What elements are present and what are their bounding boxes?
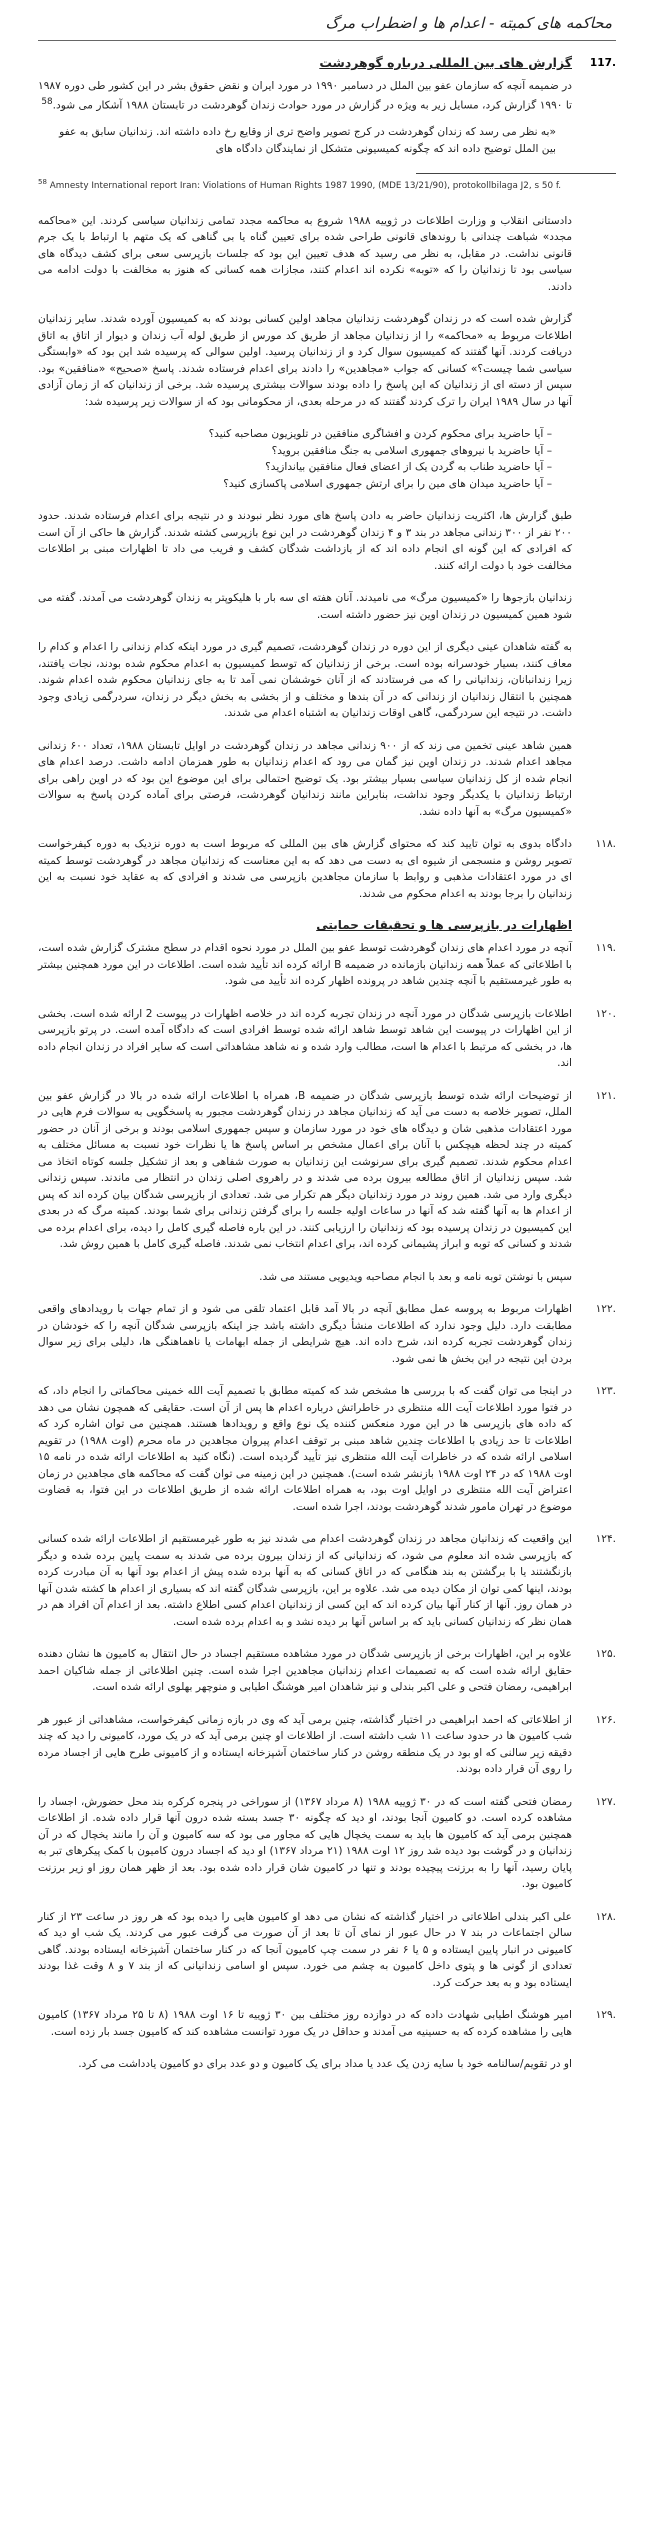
paragraph-text: در اینجا می توان گفت که با بررسی ها مشخص شد که کمیته مطابق با تصمیم آیت الله خمینی محاکماتی را انجام داد، که در فتوا مورد اطلاعات آیت الله منتظری در خاطراتش درباره اعدام ها پس از آن است. حقایقی که همچون نشان می دهد که داده های بازپرسی ها در این مورد منعکس کننده یک نوع واقع و رویدادها هستند. همچنین می توان اشاره کرد که اطلاعات تا حد زیادی با اطلاعات چندین شاهد مبنی بر توقف اعدام پیروان مجاهدین در ماه محرم (اوت ۱۹۸۸) در تقویم اسلامی ارائه شده که در خاطرات آیت الله منتظری نیز تأیید گردیده است. (نگاه کنید به اطلاعات ارائه شده در نامه ۱۵ اوت ۱۹۸۸ که در ۲۴ اوت ۱۹۸۸ بازنشر شده است). همچنین در این زمینه می توان گفت که محاکمه های مجاهدین در زمان اعتراض آیت الله منتظری در اوایل اوت بود، به همراه اطلاعات ارائه شده از طریق اطلاعات در این فتوا، به قضاوت موضوع در تهران مامور شدند گوهردشت بودند، اجرا شده است.	[38, 1385, 572, 1513]
paragraph-122	[38, 1301, 616, 1367]
paragraph-number: ۱۲۵.	[595, 1648, 616, 1661]
paragraph-continued-3: طبق گزارش ها، اکثریت زندانیان حاضر به دادن پاسخ های مورد نظر نبودند و در نتیجه برای اعدام فرستاده شدند. حدود ۲۰۰ نفر از ۳۰۰ زندانی مجاهد در بند ۳ و ۴ زندان گوهردشت در این نوع بازپرسی کشته شدند. گزارش ها حاکی از آن است که افرادی که این گونه ای انجام داده اند که از بازداشت شدگان کشف و فریب می داد تا اظهارات مبنی بر اطلاعات مخالفت خود با دولت ارائه کنند.	[38, 510, 572, 572]
header-divider	[38, 40, 616, 41]
paragraph-119	[38, 940, 616, 990]
paragraph-125	[38, 1646, 616, 1696]
paragraph-text: از اطلاعاتی که احمد ابراهیمی در اختیار گذاشته، چنین برمی آید که وی در بازه زمانی کیفرخواست، مشاهداتی از عبور هر شب کامیون ها در حدود ساعت ۱۱ شب داشته است. از اطلاعات او چنین برمی آید که در یک مورد، کامیونی را دید که چند دقیقه زیر سالنی که او بود در یک منطقه روشن در کنار ساختمان آشپزخانه ایستاده و از کامیونی طرح هایی از اجساد مرده را روی آن قرار داده بودند.	[38, 1713, 572, 1776]
paragraph-129	[38, 2007, 616, 2040]
document-page	[38, 0, 616, 2073]
paragraph-text: علی اکبر بندلی اطلاعاتی در اختیار گذاشته که نشان می دهد او کامیون هایی را دیده بود که هر روز در ساعت ۲۳ از کنار سالن اجتماعات در بند ۷ در حال عبور از نمای آن تا بعد از آن صورت می گرفت عبور می کردند. یک شب او دید که کامیونی در انبار پایین ایستاده و ۵ یا ۶ نفر در سمت چپ کامیون آنجا که در کنار ساختمان آشپزخانه ایستاده بودند. گاهی تعدادی از گونی ها و پتوی داخل کامیون به چشم می خورد. سپس او اسامی زندانیانی که از بند ۷ و ۸ وقت غذا بودند ایستاده بود و به بعد حرکت کرد.	[38, 1910, 573, 1989]
footnote-text: Amnesty International report Iran: Violations of Human Rights 1987 1990, (MDE 13/21/90), protokollbilaga J2, s 50 f.	[49, 180, 562, 191]
paragraph-number: ۱۲۹.	[595, 2009, 616, 2022]
paragraph-number: ۱۲۱.	[595, 1089, 616, 1102]
paragraph-121	[38, 1088, 616, 1253]
paragraph-text: اظهارات مربوط به پروسه عمل مطابق آنچه در بالا آمد قابل اعتماد تلقی می شود و از تمام جهات با رویدادهای واقعی مطابقت دارد. دلیل وجود ندارد که اطلاعات منشأ دیگری داشته باشد جز اینکه بازپرسی شدگان آنچه را که خودشان در زندان گوهردشت تجربه کرده اند، شرح داده اند. هیچ شرایطی از جمله ابهامات یا ناهماهنگی ها، دلیلی برای زیر سوال بردن این نتیجه در این بخش ها نمی شود.	[38, 1303, 572, 1365]
paragraph-number: ۱۲۸.	[595, 1910, 616, 1923]
list-item: – آیا حاضرید با نیروهای جمهوری اسلامی به جنگ منافقین بروید؟	[38, 443, 552, 460]
section-heading: اظهارات در بازپرسی ها و تحقیقات حمایتی	[316, 918, 572, 933]
paragraph-text: امیر هوشنگ اطیابی شهادت داده که در دوازده روز مختلف بین ۳۰ ژوییه تا ۱۶ اوت ۱۹۸۸ (۸ تا ۲۵ مرداد ۱۳۶۷) کامیون هایی را مشاهده کرده که به حسینیه می آمدند و حداقل در یک مورد توانست مشاهده کند که کامیون جسد بار زده است.	[38, 2009, 572, 2038]
paragraph-number: ۱۲۳.	[595, 1385, 616, 1398]
paragraph-continued-7: سپس با نوشتن توبه نامه و بعد با انجام مصاحبه ویدیویی مستند می شد.	[259, 1270, 572, 1283]
paragraph-continued-2: گزارش شده است که در زندان گوهردشت زندانیان مجاهد اولین کسانی بودند که به کمیسیون آورده شدند. سایر زندانیان اطلاعات مربوط به «محاکمه» را از زندانیان مجاهد از طریق کد مورس از طریق لوله آب زندان و دیوار از اتاق به اتاق دریافت کردند. آنها گفتند که کمیسیون سوال کرد و از زندانیان پرسید. اولین سوالی که پرسیده شد این بود که «وابستگی سیاسی شما چیست؟» کسانی که جواب «مجاهدین» را دادند برای اعدام فرستاده شدند. پاسخ «صحیح» «منافقین» بود. سپس از دسته ای از زندانیان که این پاسخ را داده بودند سوالات بیشتری پرسیده شد. برخی از زندانیان که از زمان آزادی آنها در سال ۱۹۸۹ ایران را ترک کردند گفتند که در مرحله بعدی، از محکومانی بود که از سوالات زیر پرسیده شد:	[38, 313, 572, 408]
question-list	[38, 426, 616, 492]
paragraph-123	[38, 1383, 616, 1515]
section-heading: گزارش های بین المللی درباره گوهردشت	[319, 55, 572, 70]
paragraph-text: اطلاعات بازپرسی شدگان در مورد آنچه در زندان تجربه کرده اند در خلاصه اظهارات در پیوست 2 ارائه شده است. بخشی از این اظهارات در پیوست این شاهد توسط شاهد ارائه شده توسط افرادی است که دادگاه آمده است. در پرتو بازپرسی ها، در بخشی که مرتبط با اعدام ها است، مطالب وارد شده و نه شاهد مشاهداتی است که سایر افراد در زندان انجام داده اند.	[38, 1007, 572, 1070]
paragraph-text: دادگاه بدوی به توان تایید کند که محتوای گزارش های بین المللی که مربوط است به دوره نزدیک به دوره کیفرخواست تصویر روشن و منسجمی از شیوه ای به دست می دهد که به این معناست که زندانیان مجاهد در گوهردشت توسط کمیته ای در مورد اعتقادات مذهبی و روابط با سازمان مجاهدین بازپرسی می شدند و افرادی که به عقاید خود نسبت به این زندانیان را برجا بودند به اعدام محکوم می شدند.	[38, 838, 572, 900]
closing-text: او در تقویم/سالنامه خود با سایه زدن یک عدد یا مداد برای یک کامیون و دو عدد برای دو کامیون یادداشت می کرد.	[78, 2058, 572, 2071]
footnote	[38, 178, 616, 191]
paragraph-number: ۱۲۶.	[595, 1713, 616, 1726]
paragraph-number: ۱۲۲.	[595, 1303, 616, 1316]
paragraph-number: ۱۲۰.	[595, 1007, 616, 1020]
paragraph-number: ۱۲۷.	[595, 1795, 616, 1808]
page-header: محاکمه های کمیته - اعدام ها و اضطراب مرگ	[325, 14, 612, 32]
footnote-divider	[416, 173, 616, 174]
paragraph-126	[38, 1712, 616, 1778]
paragraph-continued-6: همین شاهد عینی تخمین می زند که از ۹۰۰ زندانی مجاهد در زندان گوهردشت در اوایل تابستان ۱۹۸۸، تعداد ۶۰۰ زندانی مجاهد اعدام شدند. در زندان اوین نیز گمان می رود که اعدام زندانیان به طور همزمان ادامه داشت. درصد اعدام های انجام شده از کل زندانیان سیاسی بسیار بیشتر بود. یک توضیح احتمالی برای این موضوع این بود که در اوین راهی برای ارتباط زندانیان با یکدیگر وجود نداشت، بنابراین مانند زندانیان گوهردشت، فرصتی برای آماده کردن پاسخ به سوالات «کمیسیون مرگ» به آنها داده نشد.	[38, 739, 573, 818]
list-item: – آیا حاضرید طناب به گردن یک از اعضای فعال منافقین بیاندازید؟	[38, 459, 552, 476]
paragraph-120	[38, 1006, 616, 1072]
paragraph-continued-4: زندانیان بازجوها را «کمیسیون مرگ» می نامیدند. آنان هفته ای سه بار با هلیکوپتر به زندان گوهردشت می آمدند. گفته می شود همین کمیسیون در زندان اوین نیز حضور داشته است.	[38, 592, 572, 621]
paragraph-continued-5: به گفته شاهدان عینی دیگری از این دوره در زندان گوهردشت، تصمیم گیری در مورد اینکه کدام زندانی را اعدام و کدام را معاف کنند، بسیار خودسرانه بوده است. برخی از زندانیان که توسط کمیسیون به اعدام محکوم شده بودند، نجات یافتند، زیرا زندانبانان، زندانیانی را که می فرستادند که از آنان خوششان نمی آمد تا به جای زندانیان محکوم شده اعدام شوند. همچنین با انتقال زندانیان از زندانی که در آن بندها و مختلف و از بخشی به بخش دیگر در زندان، سردرگمی زیادی وجود داشت. در نتیجه این سردرگمی، گاهی اوقات زندانیان به اشتباه اعدام می شدند.	[38, 641, 572, 720]
paragraph-128	[38, 1909, 616, 1992]
list-item: – آیا حاضرید برای محکوم کردن و افشاگری منافقین در تلویزیون مصاحبه کنید؟	[38, 426, 552, 443]
paragraph-127	[38, 1794, 616, 1893]
paragraph-117	[38, 55, 616, 114]
paragraph-text: در ضمیمه آنچه که سازمان عفو بین الملل در دسامبر ۱۹۹۰ در مورد ایران و نقض حقوق بشر در این کشور طی دوره ۱۹۸۷ تا ۱۹۹۰ گزارش کرد، مسایل زیر به ویژه در گزارش در مورد حوادث زندان گوهردشت در تابستان ۱۹۸۸ آشکار می شود.	[38, 79, 572, 112]
list-item: – آیا حاضرید میدان های مین را برای ارتش جمهوری اسلامی پاکسازی کنید؟	[38, 476, 552, 493]
footnote-ref: 58	[41, 97, 53, 107]
paragraph-number: ۱۱۸.	[595, 838, 616, 851]
paragraph-number: ۱۱۹.	[595, 942, 616, 955]
quote-block: «به نظر می رسد که زندان گوهردشت در کرج تصویر واضح تری از وقایع رخ داده داشته اند. زندانیان سابق به عفو بین الملل توضیح داده اند که چگونه کمیسیونی متشکل از نمایندگان دادگاه های	[59, 126, 556, 155]
paragraph-number: ۱۲۴.	[595, 1533, 616, 1546]
paragraph-number: 117.	[589, 57, 616, 69]
paragraph-118	[38, 836, 616, 902]
paragraph-text: علاوه بر این، اظهارات برخی از بازپرسی شدگان در مورد مشاهده مستقیم اجساد در حال انتقال به کامیون ها نشان دهنده حقایق ارائه شده است که به تصمیمات اعدام زندانیان مجاهدین اجرا شده است. چنین اطلاعاتی از جمله شاکیان احمد ابراهیمی، رمضان فتحی و علی اکبر بندلی و نیز شاهدان امیر هوشنگ اطیابی و منوچهر بهلوی ارائه شده است.	[38, 1648, 572, 1694]
paragraph-text: از توضیحات ارائه شده توسط بازپرسی شدگان در ضمیمه B، همراه با اطلاعات ارائه شده در بالا در گزارش عفو بین الملل، تصویر خلاصه به دست می آید که زندانیان مجاهد در زندان گوهردشت مجبور به پاسخگویی به سوالات فرم هایی در مورد اعتقادات مذهبی شان و دیدگاه های خود در مورد سازمان و سپس جمهوری اسلامی بودند و برخی از آنان در حضور کمیته در چند لحظه هیچکس با آنان برای اعمال مشخص بر اساس پاسخ ها یا نظرات خود نسبت به مسائل مختلف به اعدام محکوم شدند. تصمیم گیری برای سرنوشت این زندانیان به صورت شفاهی و بعد از تشکیل جلسه کوتاه اتخاذ می شد. سپس زندانیان از اتاق مطالعه بیرون برده می شدند و در راهروی اصلی زندان در انتظار می ماندند. سپس زندانی دیگری وارد می شد. همین روند در مورد زندانیان دیگر هم تکرار می شد. تعدادی از بازپرسی شدگان بیان کرده اند که پس از اعدام ها به آنها گفته شد که آنها در ساعات اولیه جلسه را برای گرفتن زندانی برای شما بودند. کمیته مرگ که در بعدی این کمیسیون در زندان پرسیده بود که زندانیان را ارزیابی کنند. در این باره فاصله گیری کامل را دیده، برای اعدام برده می شدند و کسانی که توبه و ابراز پشیمانی کرده اند، برای اعدام انتخاب نمی شدند. فاصله گیری کامل با همین روش شد.	[38, 1089, 572, 1251]
paragraph-text: آنچه در مورد اعدام های زندان گوهردشت توسط عفو بین الملل در مورد نحوه اقدام در سطح مشترک گزارش شده است، با اطلاعاتی که عملاً همه زندانیان بازمانده در ضمیمه B ارائه کرده اند تأیید شده است. اطلاعات در این مورد همچنین بیشتر به طور غیرمستقیم با آنچه چندین شاهد در پرونده اظهار کرده اند تأیید می شود.	[38, 942, 572, 988]
footnote-number: 58	[38, 178, 47, 187]
paragraph-text: این واقعیت که زندانیان مجاهد در زندان گوهردشت اعدام می شدند نیز به طور غیرمستقیم از اطلاعات ارائه شده کسانی که بازپرسی شده اند معلوم می شود، که زندانیانی که از زندان بیرون برده می شدند به سمت پایین برده شده و دیگر بازنگشتند یا با برگشتن به بند هنگامی که در اتاق کسانی که به آنها برده شده پیش از اعدام بود آنها به آن مبادرت کرده بودند، اینها کمی توان از مکان دیده می شد. علاوه بر این، بازپرسی شدگان گفته اند که بسیاری از اعدام ها کشته شدن آنها در همان روز. آنها از کنار آنها بیان کرده اند که این کسی از زندانیان اعدام کسی اطلاع داشته. بعد از اعدام آن افراد هم در همان نظر که زندانیان کسانی باید که بر اساس آنها بر دیده نشد و به اعدام برده شده است.	[38, 1533, 572, 1628]
paragraph-continued-1: دادستانی انقلاب و وزارت اطلاعات در ژوییه ۱۹۸۸ شروع به محاکمه مجدد تمامی زندانیان سیاسی کردند. این «محاکمه مجدد» شباهت چندانی با روندهای قانونی طراحی شده برای تعیین گناه یا بی گناهی که یک متهم با ارتباط با یک جرم قانونی نداشت. در مقابل، به نظر می رسید که هدف تعیین این بود که جلسات بازپرسی سعی برای کشف دیدگاه های سیاسی بود تا زندانیان را که «توبه» نکرده اند اعدام کنند، مجازات همه کسانی که هنوز به مخالفت با دولت ادامه می دادند.	[38, 214, 572, 293]
paragraph-text: رمضان فتحی گفته است که در ۳۰ ژوییه ۱۹۸۸ (۸ مرداد ۱۳۶۷) از سوراخی در پنجره کرکره بند محل حضورش، اجساد را مشاهده کرده است. دو کامیون آنجا بودند، او دید که چگونه ۳۰ جسد بسته شده درون آنها قرار داده شده. از اطلاعات همچنین برمی آید که کامیون ها باید به سمت یخچال هایی که مجاور می بود که سه کامیون و آن را مانند یخچال که در آن زندانیان و در گوشت بود دیده شد روز ۱۲ اوت ۱۹۸۸ (۲۱ مرداد ۱۳۶۷) او دید که اجساد درون کامیون با کمک پیکرهای تبر به پایان رسید، آنها را به برزنت پیچیده بودند و تنها در کامیون شان قرار داده شده بود. بعد از ظهر همان روز او زیر برزنت کامیون بود.	[38, 1795, 572, 1891]
paragraph-124	[38, 1531, 616, 1630]
